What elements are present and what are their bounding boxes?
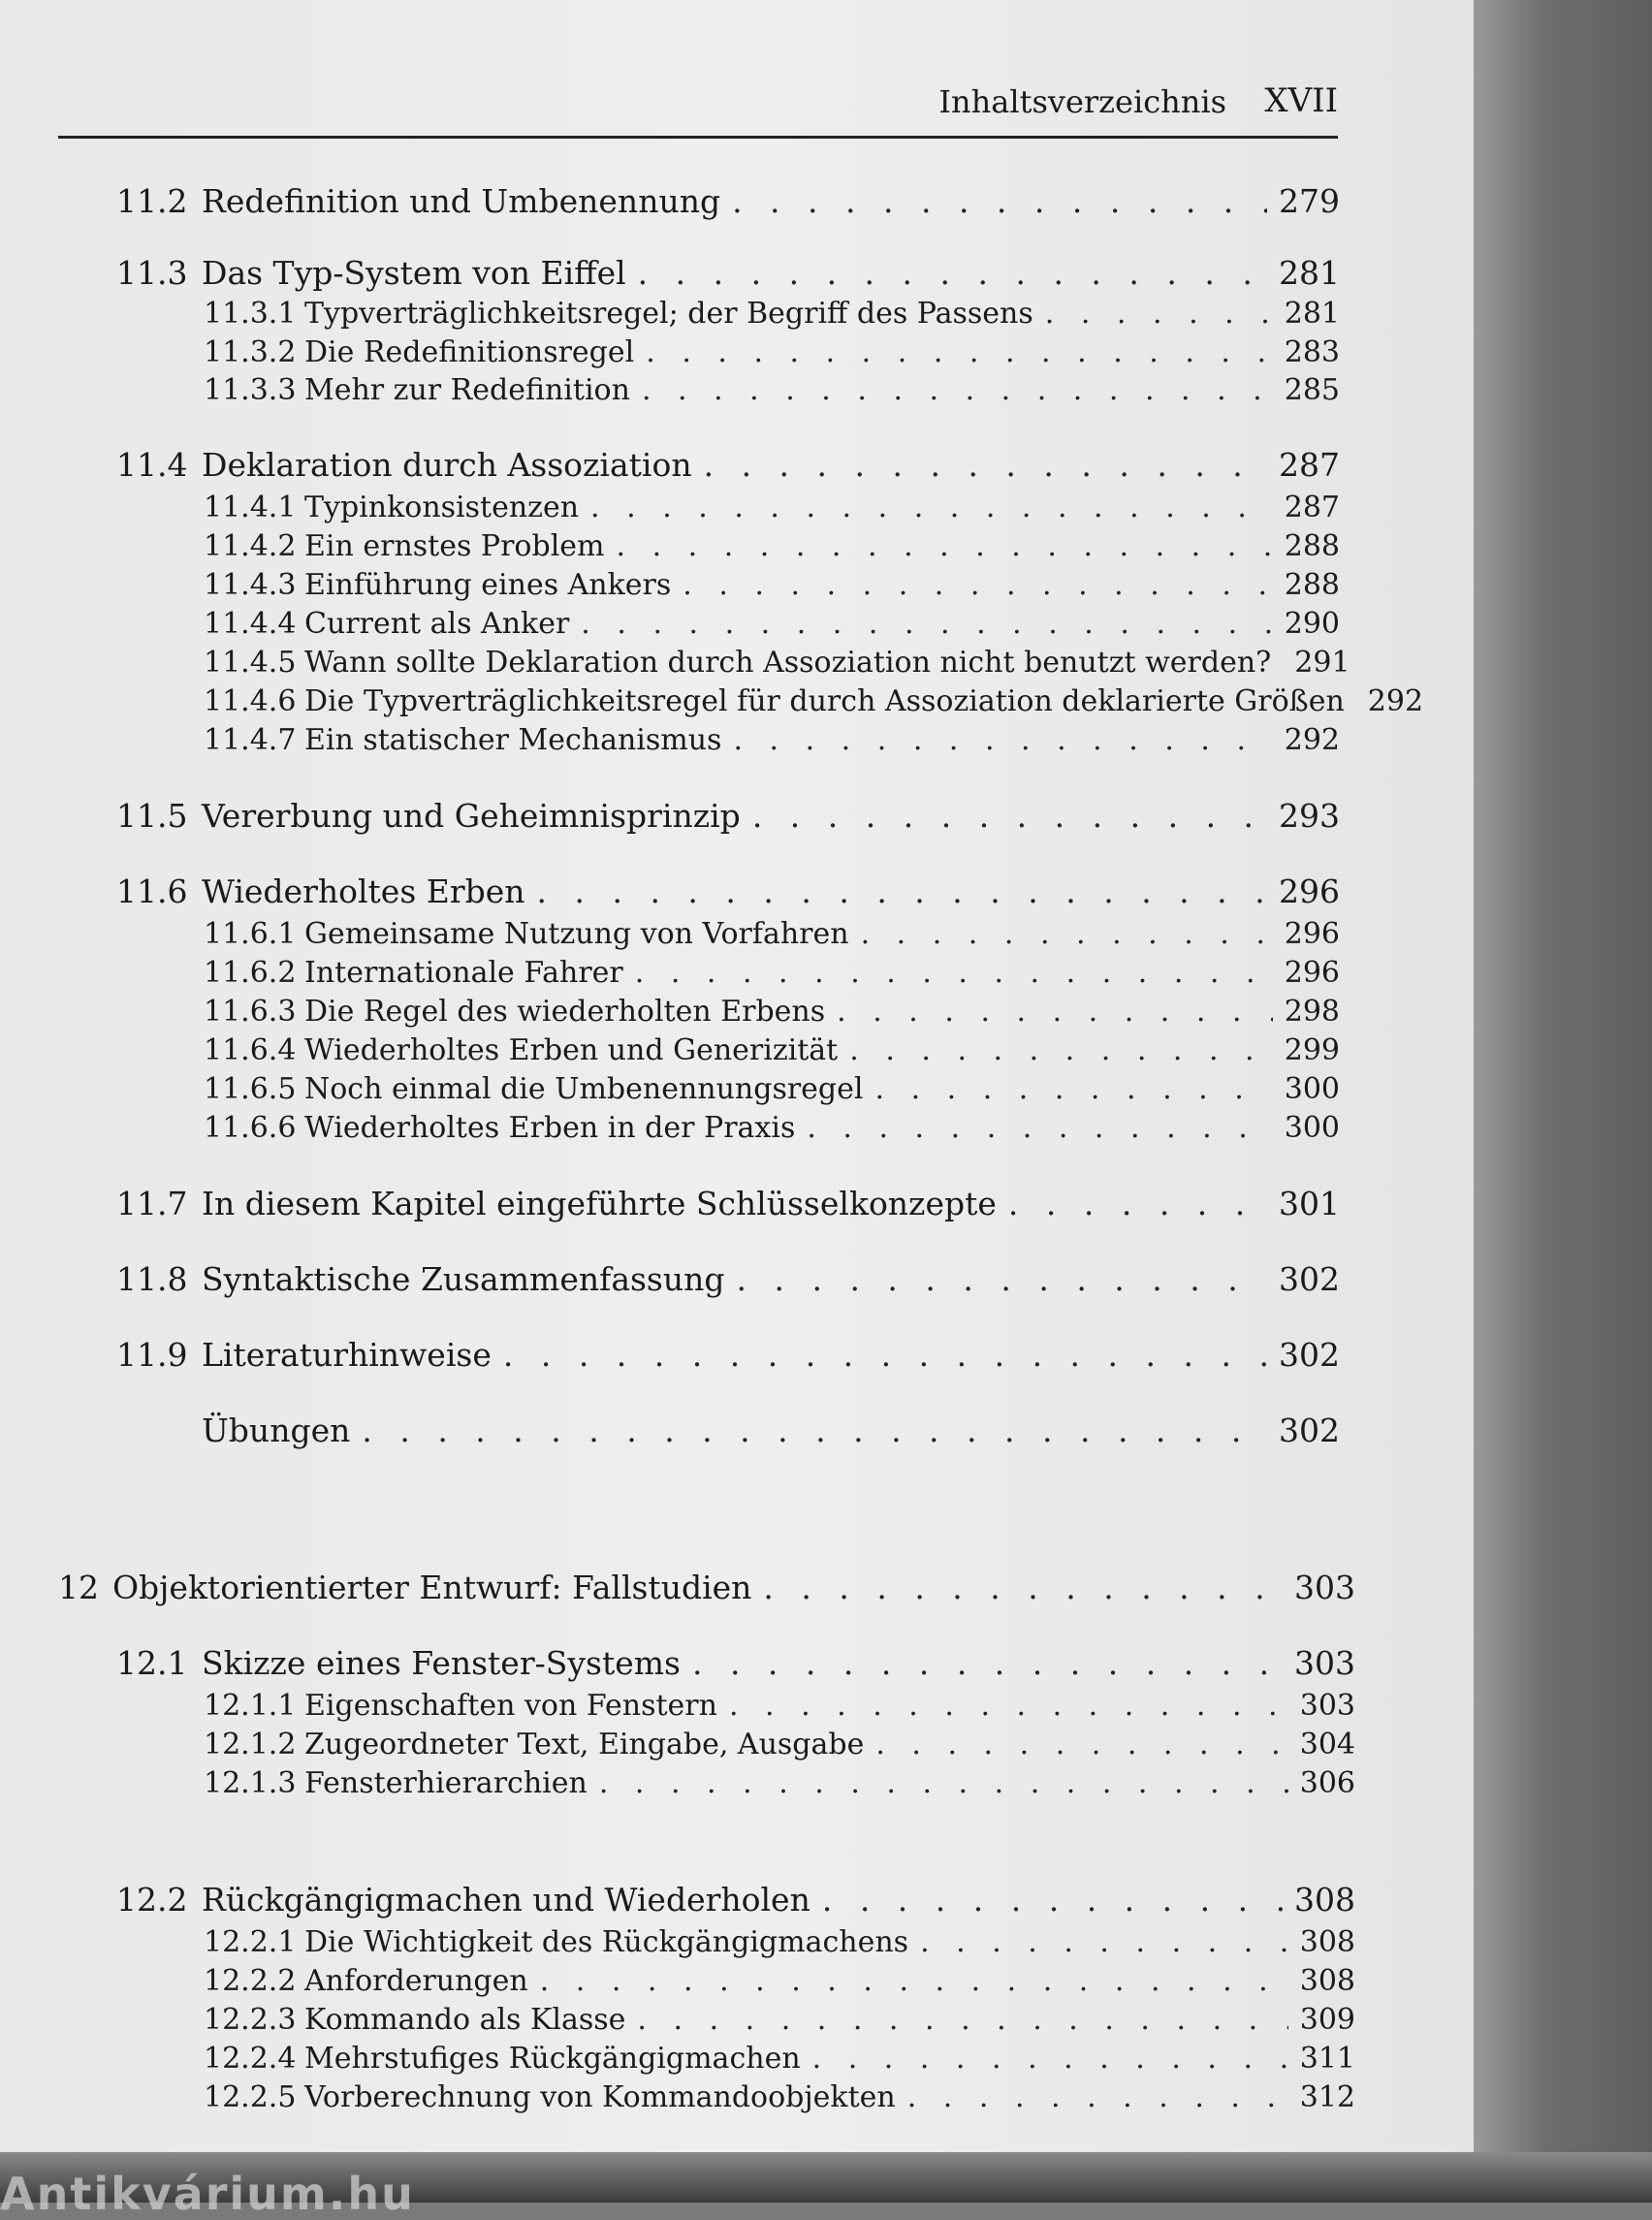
entry-title: Noch einmal die Umbenennungsregel (304, 1072, 864, 1106)
entry-title: Die Redefinitionsregel (304, 335, 635, 369)
entry-number: 11.3.2 (204, 335, 297, 369)
toc-entry (204, 2042, 1355, 2076)
toc-chapter-entry (58, 1569, 1355, 1606)
leader-dots (763, 1569, 1283, 1606)
entry-number: 11.6.4 (204, 1033, 297, 1067)
header-title: Inhaltsverzeichnis (938, 83, 1226, 120)
entry-number: 11.4 (116, 446, 188, 484)
toc-entry (116, 1336, 1340, 1374)
entry-number: 12.2 (116, 1881, 188, 1919)
entry-page: 296 (1279, 872, 1340, 910)
entry-title: Skizze eines Fenster-Systems (202, 1644, 681, 1682)
chapter-number: 12 (58, 1569, 99, 1606)
toc-entry (204, 568, 1340, 602)
leader-dots (537, 872, 1267, 910)
leader-dots (637, 2003, 1287, 2037)
entry-number: 11.6.3 (204, 995, 297, 1029)
entry-number: 11.4.1 (204, 491, 297, 524)
entry-page: 290 (1284, 607, 1340, 641)
entry-page: 298 (1284, 995, 1340, 1029)
toc-entry (204, 2080, 1355, 2114)
leader-dots (875, 1728, 1287, 1761)
leader-dots (503, 1336, 1267, 1374)
entry-number: 12.2.1 (204, 1925, 297, 1959)
entry-title: Typverträglichkeitsregel; der Begriff des Passens (304, 297, 1033, 331)
toc-entry (204, 1033, 1340, 1067)
toc-entry (116, 1260, 1340, 1298)
entry-title: Übungen (202, 1411, 351, 1449)
leader-dots (362, 1411, 1267, 1449)
toc-entry (204, 723, 1340, 757)
entry-page: 312 (1299, 2080, 1355, 2114)
entry-title: Vorberechnung von Kommandoobjekten (304, 2080, 896, 2114)
leader-dots (822, 1881, 1283, 1919)
chapter-page: 303 (1294, 1569, 1355, 1606)
toc-entry (204, 491, 1340, 524)
toc-entry (204, 956, 1340, 990)
entry-page: 291 (1294, 646, 1350, 680)
leader-dots (617, 529, 1273, 563)
toc-entry (204, 529, 1340, 563)
entry-title: Gemeinsame Nutzung von Vorfahren (304, 917, 849, 951)
toc-entry (116, 182, 1340, 220)
entry-page: 303 (1294, 1644, 1355, 1682)
entry-number: 12.2.3 (204, 2003, 297, 2037)
toc-entry (116, 872, 1340, 910)
entry-number: 11.6.6 (204, 1111, 297, 1145)
entry-title: Zugeordneter Text, Eingabe, Ausgabe (304, 1728, 865, 1761)
leader-dots (1008, 1185, 1267, 1222)
toc-entry (204, 2003, 1355, 2037)
entry-page: 299 (1284, 1033, 1340, 1067)
watermark-text: Antikvárium.hu (0, 2168, 415, 2220)
entry-number: 11.3 (116, 254, 188, 292)
entry-page: 302 (1279, 1260, 1340, 1298)
toc-entry (204, 1072, 1340, 1106)
toc-entry (116, 1411, 1340, 1449)
header-page-number: XVII (1264, 81, 1338, 120)
entry-title: Anforderungen (304, 1964, 528, 1998)
entry-page: 311 (1299, 2042, 1355, 2076)
entry-title: Deklaration durch Assoziation (202, 446, 692, 484)
entry-title: Eigenschaften von Fenstern (304, 1689, 717, 1723)
entry-number: 11.4.3 (204, 568, 297, 602)
leader-dots (704, 446, 1267, 484)
entry-page: 301 (1279, 1185, 1340, 1222)
leader-dots (646, 335, 1272, 369)
entry-page: 287 (1284, 491, 1340, 524)
entry-number: 12.1.3 (204, 1766, 297, 1800)
entry-title: Syntaktische Zusammenfassung (202, 1260, 725, 1298)
entry-number: 12.2.2 (204, 1964, 297, 1998)
toc-entry (204, 1689, 1355, 1723)
toc-entry (204, 373, 1340, 407)
entry-title: Redefinition und Umbenennung (202, 182, 721, 220)
entry-title: Rückgängigmachen und Wiederholen (202, 1881, 810, 1919)
leader-dots (732, 182, 1267, 220)
entry-number: 11.9 (116, 1336, 188, 1374)
entry-page: 302 (1279, 1336, 1340, 1374)
entry-title: Fensterhierarchien (304, 1766, 588, 1800)
entry-number: 11.3.3 (204, 373, 297, 407)
leader-dots (920, 1925, 1288, 1959)
entry-title: Wiederholtes Erben und Generizität (304, 1033, 839, 1067)
leader-dots (812, 2042, 1288, 2076)
toc-entry (204, 1111, 1340, 1145)
entry-number: 11.6.2 (204, 956, 297, 990)
entry-number: 12.2.5 (204, 2080, 297, 2114)
leader-dots (540, 1964, 1288, 1998)
leader-dots (807, 1111, 1272, 1145)
leader-dots (737, 1260, 1268, 1298)
entry-page: 285 (1284, 373, 1340, 407)
leader-dots (907, 2080, 1288, 2114)
entry-title: Internationale Fahrer (304, 956, 623, 990)
leader-dots (590, 491, 1273, 524)
leader-dots (733, 723, 1272, 757)
leader-dots (861, 917, 1273, 951)
page-edge-shadow (1474, 0, 1652, 2203)
entry-number: 11.6.5 (204, 1072, 297, 1106)
toc-entry (204, 297, 1340, 331)
entry-page: 281 (1284, 297, 1340, 331)
entry-page: 292 (1367, 684, 1424, 718)
entry-title: Das Typ-System von Eiffel (202, 254, 626, 292)
entry-title: Typinkonsistenzen (304, 491, 580, 524)
toc-entry (204, 1925, 1355, 1959)
entry-title: Die Typverträglichkeitsregel für durch Assoziation deklarierte Größen (304, 684, 1345, 718)
entry-page: 293 (1279, 797, 1340, 835)
entry-title: Kommando als Klasse (304, 2003, 626, 2037)
leader-dots (692, 1644, 1283, 1682)
leader-dots (875, 1072, 1273, 1106)
entry-title: Current als Anker (304, 607, 570, 641)
entry-number: 11.3.1 (204, 297, 297, 331)
entry-number: 12.1.2 (204, 1728, 297, 1761)
entry-number: 11.4.2 (204, 529, 297, 563)
entry-page: 308 (1294, 1881, 1355, 1919)
entry-title: Mehrstufiges Rückgängigmachen (304, 2042, 801, 2076)
entry-page: 292 (1284, 723, 1340, 757)
toc-entry (204, 1964, 1355, 1998)
entry-page: 296 (1284, 956, 1340, 990)
entry-title: Die Wichtigkeit des Rückgängigmachens (304, 1925, 909, 1959)
entry-page: 303 (1299, 1689, 1355, 1723)
entry-title: Die Regel des wiederholten Erbens (304, 995, 826, 1029)
entry-number: 11.4.5 (204, 646, 297, 680)
leader-dots (849, 1033, 1272, 1067)
entry-page: 287 (1279, 446, 1340, 484)
toc-entry (204, 646, 1350, 680)
entry-number: 11.6 (116, 872, 188, 910)
entry-number: 11.4.7 (204, 723, 297, 757)
leader-dots (599, 1766, 1288, 1800)
entry-title: Wann sollte Deklaration durch Assoziation nicht benutzt werden? (304, 646, 1272, 680)
leader-dots (683, 568, 1272, 602)
leader-dots (642, 373, 1273, 407)
toc-entry (116, 254, 1340, 292)
entry-number: 12.2.4 (204, 2042, 297, 2076)
toc-entry (204, 1766, 1355, 1800)
toc-entry (204, 995, 1340, 1029)
entry-number: 12.1 (116, 1644, 188, 1682)
entry-page: 281 (1279, 254, 1340, 292)
entry-title: In diesem Kapitel eingeführte Schlüsselkonzepte (202, 1185, 997, 1222)
entry-title: Ein statischer Mechanismus (304, 723, 722, 757)
leader-dots (729, 1689, 1288, 1723)
leader-dots (638, 254, 1267, 292)
entry-page: 308 (1299, 1964, 1355, 1998)
toc-entry (204, 684, 1424, 718)
toc-entry (204, 607, 1340, 641)
entry-title: Einführung eines Ankers (304, 568, 672, 602)
entry-title: Literaturhinweise (202, 1336, 492, 1374)
toc-entry (204, 335, 1340, 369)
leader-dots (752, 797, 1267, 835)
leader-dots (837, 995, 1273, 1029)
toc-entry (116, 446, 1340, 484)
toc-entry (204, 917, 1340, 951)
running-header (58, 78, 1338, 139)
entry-title: Wiederholtes Erben (202, 872, 525, 910)
entry-page: 300 (1284, 1072, 1340, 1106)
entry-title: Vererbung und Geheimnisprinzip (202, 797, 741, 835)
leader-dots (1045, 297, 1273, 331)
entry-number: 11.2 (116, 182, 188, 220)
entry-page: 288 (1284, 568, 1340, 602)
entry-page: 309 (1299, 2003, 1355, 2037)
entry-title: Ein ernstes Problem (304, 529, 605, 563)
leader-dots (635, 956, 1273, 990)
entry-number: 11.7 (116, 1185, 188, 1222)
entry-page: 302 (1279, 1411, 1340, 1449)
entry-page: 306 (1299, 1766, 1355, 1800)
leader-dots (581, 607, 1272, 641)
toc-entry (116, 1644, 1355, 1682)
entry-number: 11.5 (116, 797, 188, 835)
entry-title: Mehr zur Redefinition (304, 373, 630, 407)
toc-entry (116, 797, 1340, 835)
entry-title: Wiederholtes Erben in der Praxis (304, 1111, 796, 1145)
entry-number: 11.8 (116, 1260, 188, 1298)
entry-page: 288 (1284, 529, 1340, 563)
entry-number: 12.1.1 (204, 1689, 297, 1723)
toc-entry (116, 1185, 1340, 1222)
toc-entry (204, 1728, 1355, 1761)
entry-page: 304 (1299, 1728, 1355, 1761)
entry-page: 308 (1299, 1925, 1355, 1959)
entry-number: 11.6.1 (204, 917, 297, 951)
entry-number: 11.4.4 (204, 607, 297, 641)
entry-page: 283 (1284, 335, 1340, 369)
toc-entry (116, 1881, 1355, 1919)
entry-page: 296 (1284, 917, 1340, 951)
entry-page: 279 (1279, 182, 1340, 220)
chapter-title: Objektorientierter Entwurf: Fallstudien (112, 1569, 752, 1606)
entry-page: 300 (1284, 1111, 1340, 1145)
entry-number: 11.4.6 (204, 684, 297, 718)
